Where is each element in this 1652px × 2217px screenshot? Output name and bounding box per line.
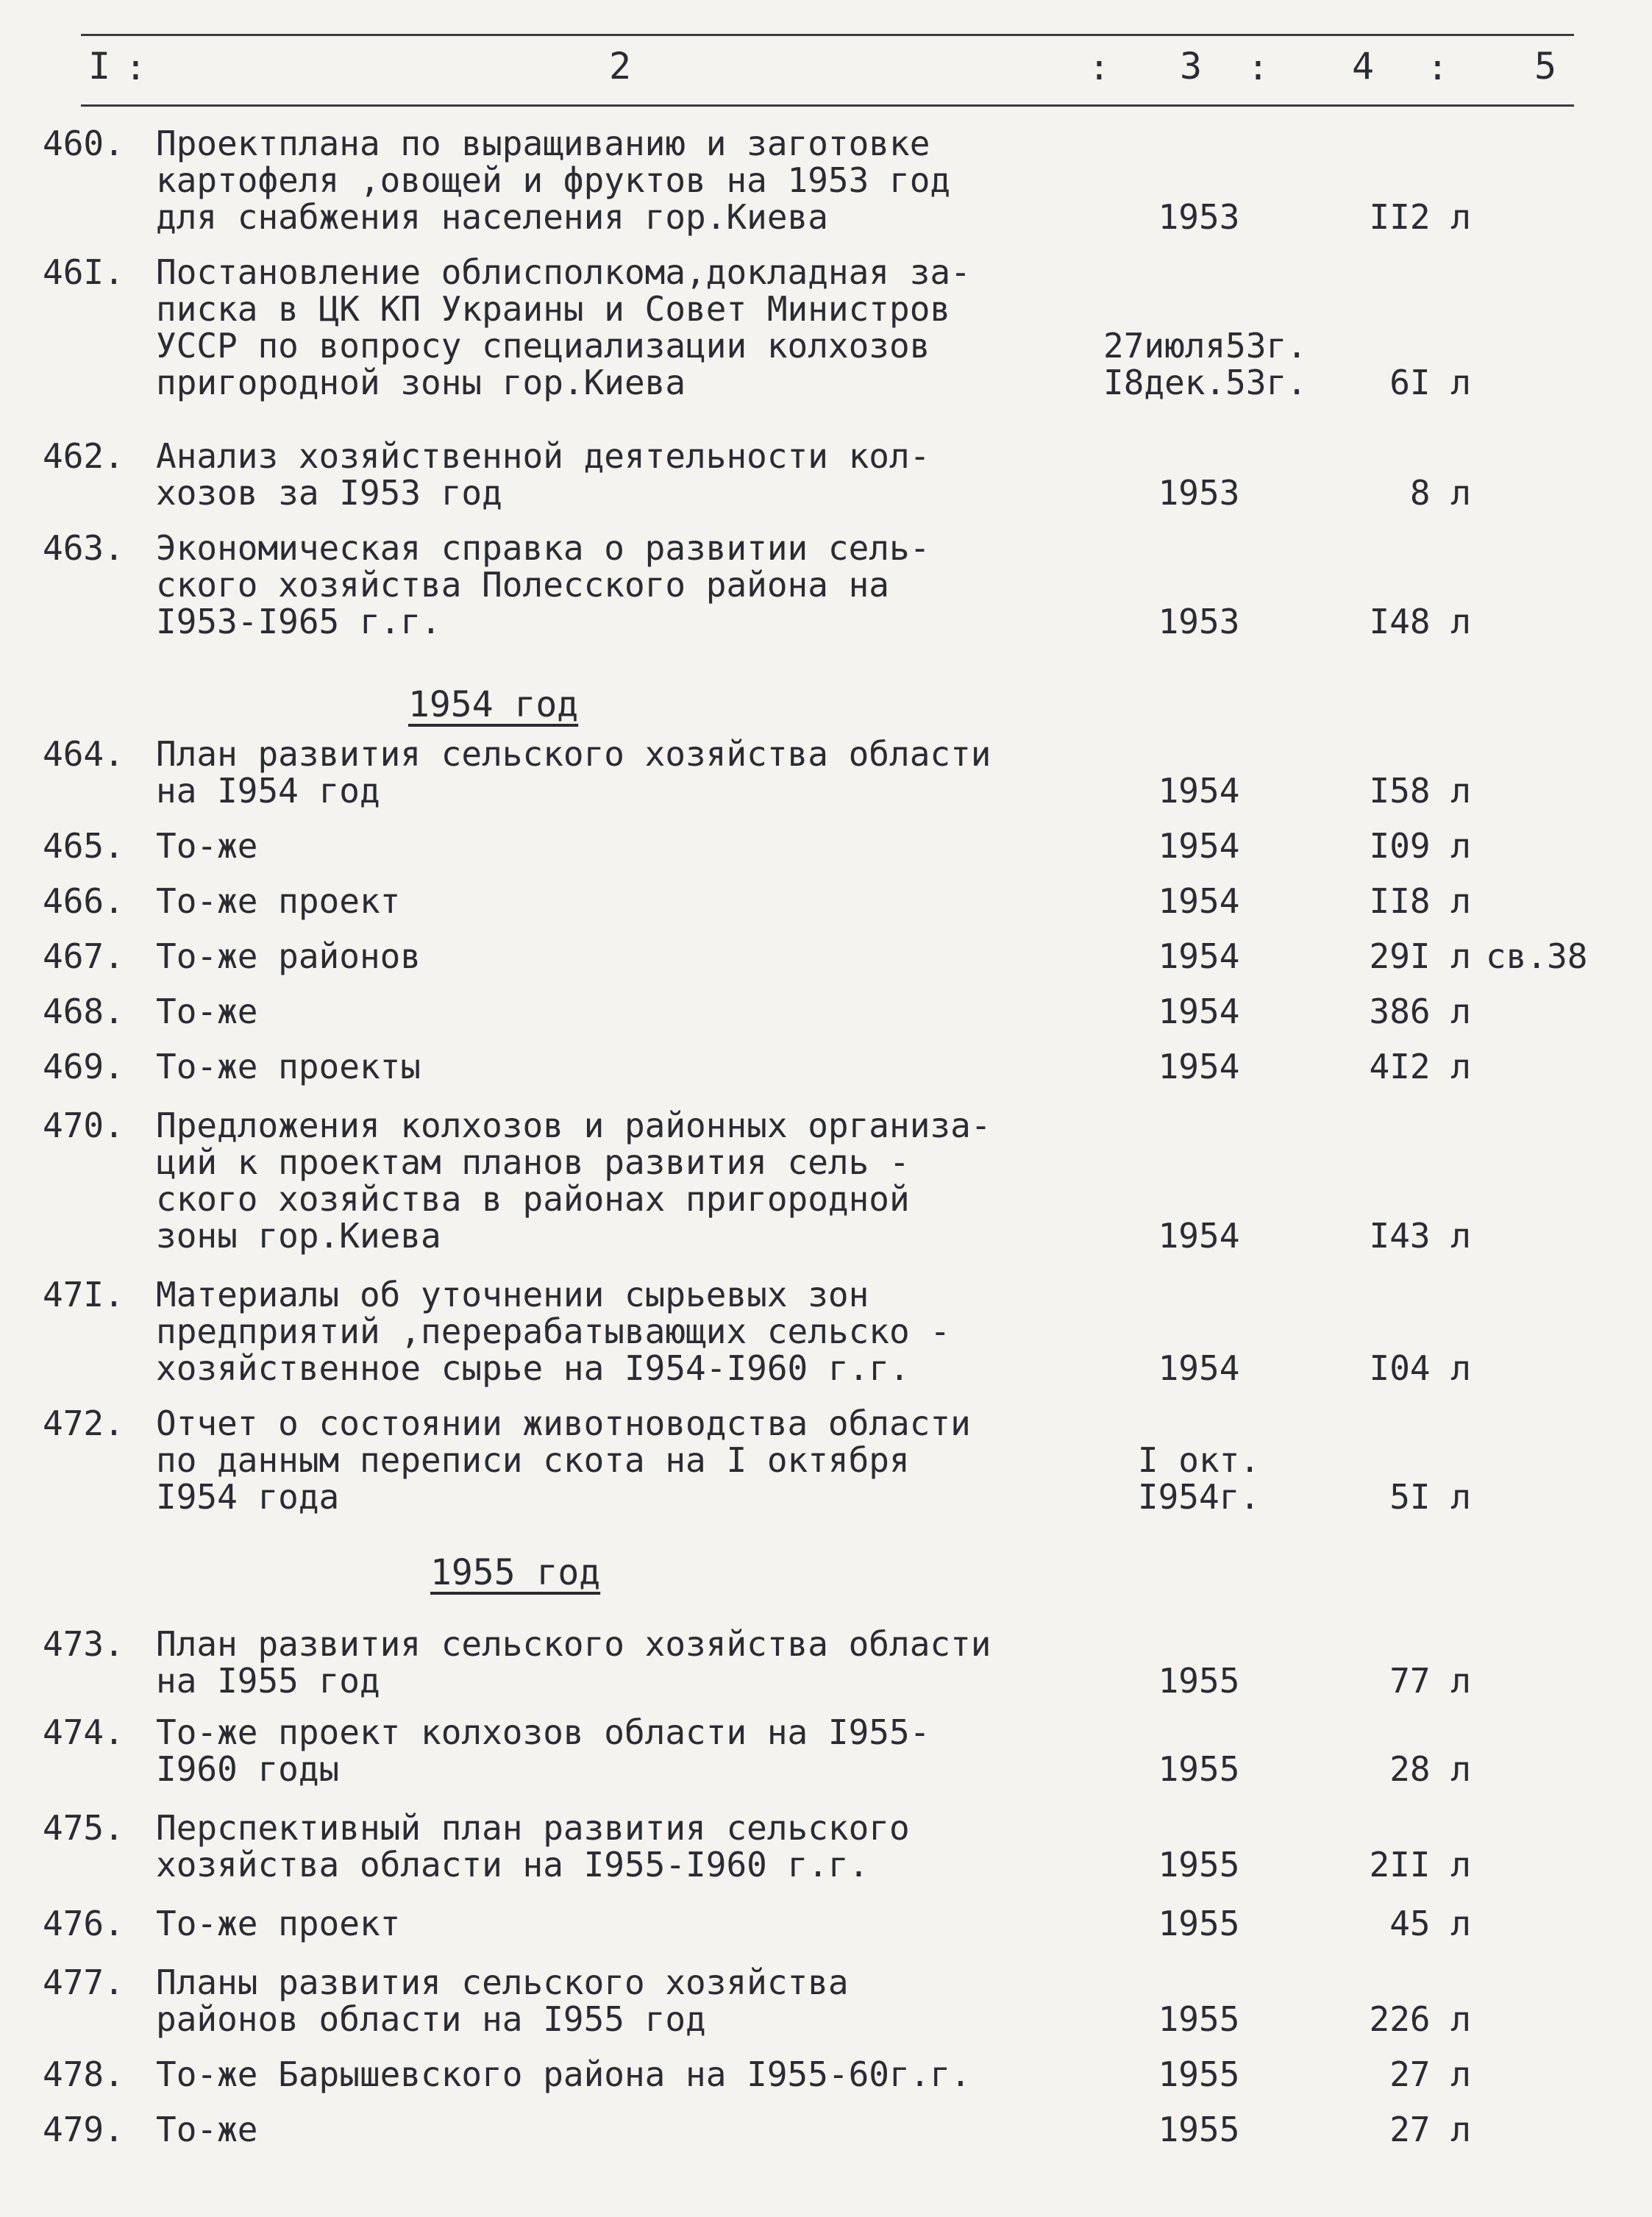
column-separator: : <box>125 47 146 88</box>
item-sheet-count: 5I л <box>1389 1477 1471 1517</box>
item-date: 1954 <box>1158 1047 1240 1086</box>
item-title: То-же Барышевского района на I955-60г.г. <box>156 2054 971 2094</box>
item-number: 472. <box>43 1403 124 1443</box>
item-sheet-count: 28 л <box>1389 1749 1471 1789</box>
item-sheet-count: 8 л <box>1409 473 1471 513</box>
item-sheet-count: 29I л <box>1369 936 1471 976</box>
item-date: 1954 <box>1158 1348 1240 1388</box>
item-title: Экономическая справка о развитии сель- ского хозяйства Полесского района на I953-I965 г.г. <box>156 528 930 641</box>
item-title: План развития сельского хозяйства области на I955 год <box>156 1624 991 1701</box>
item-sheet-count: 4I2 л <box>1369 1047 1471 1086</box>
item-sheet-count: 27 л <box>1389 2054 1471 2094</box>
item-title: То-же <box>156 826 258 866</box>
item-title: То-же <box>156 2110 258 2149</box>
item-date: 1955 <box>1158 2110 1240 2149</box>
item-number: 47I. <box>43 1275 124 1314</box>
item-date: 1955 <box>1158 1999 1240 2039</box>
item-number: 479. <box>43 2110 124 2149</box>
section-heading-1954: 1954 год <box>408 684 579 725</box>
item-number: 478. <box>43 2054 124 2094</box>
item-date: 1954 <box>1158 826 1240 866</box>
column-separator: : <box>1089 47 1110 88</box>
item-date: 1955 <box>1158 2054 1240 2094</box>
item-date: 1955 <box>1158 1749 1240 1789</box>
item-note: св.38 <box>1486 936 1588 976</box>
item-sheet-count: 27 л <box>1389 2110 1471 2149</box>
item-number: 474. <box>43 1712 124 1752</box>
item-title: План развития сельского хозяйства области на I954 год <box>156 734 991 811</box>
column-header-2: 2 <box>609 45 632 88</box>
item-number: 463. <box>43 528 124 568</box>
item-number: 470. <box>43 1106 124 1145</box>
item-title: Материалы об уточнении сырьевых зон предприятий ,перерабатывающих сельско - хозяйственное сырье на I954-I960 г.г. <box>156 1275 951 1388</box>
item-title: Планы развития сельского хозяйства районов области на I955 год <box>156 1962 849 2039</box>
column-header-1: I <box>88 45 111 88</box>
item-number: 467. <box>43 936 124 976</box>
item-title: Постановление облисполкома,докладная за- писка в ЦК КП Украины и Совет Министров УССР по вопросу специализации колхозов пригородной зоны гор.Киева <box>156 252 971 402</box>
item-title: То-же проект колхозов области на I955- I960 годы <box>156 1712 930 1789</box>
column-separator: : <box>1427 47 1448 88</box>
item-title: То-же проекты <box>156 1047 421 1086</box>
item-date: 1954 <box>1158 1216 1240 1256</box>
item-number: 464. <box>43 734 124 774</box>
item-title: То-же проект <box>156 1904 401 1943</box>
item-sheet-count: II2 л <box>1369 197 1471 237</box>
item-sheet-count: I48 л <box>1369 602 1471 641</box>
item-date: 27июля53г. I8дек.53г. <box>1103 326 1307 402</box>
item-number: 460. <box>43 124 124 163</box>
item-sheet-count: 6I л <box>1389 363 1471 402</box>
item-date: 1953 <box>1158 473 1240 513</box>
item-date: 1954 <box>1158 881 1240 921</box>
item-number: 466. <box>43 881 124 921</box>
item-number: 475. <box>43 1808 124 1848</box>
item-number: 462. <box>43 436 124 476</box>
column-separator: : <box>1247 47 1269 88</box>
item-sheet-count: 2II л <box>1369 1845 1471 1885</box>
item-number: 476. <box>43 1904 124 1943</box>
item-title: Перспективный план развития сельского хозяйства области на I955-I960 г.г. <box>156 1808 910 1885</box>
item-number: 465. <box>43 826 124 866</box>
item-date: 1954 <box>1158 771 1240 811</box>
item-date: 1955 <box>1158 1845 1240 1885</box>
item-date: 1955 <box>1158 1661 1240 1701</box>
header-bottom-rule <box>81 104 1574 107</box>
item-number: 477. <box>43 1962 124 2002</box>
column-header-4: 4 <box>1352 45 1375 88</box>
item-title: То-же проект <box>156 881 401 921</box>
item-sheet-count: 77 л <box>1389 1661 1471 1701</box>
item-number: 473. <box>43 1624 124 1664</box>
table-top-rule <box>81 34 1574 36</box>
item-title: То-же <box>156 992 258 1031</box>
item-title: То-же районов <box>156 936 421 976</box>
item-date: 1953 <box>1158 602 1240 641</box>
item-sheet-count: 386 л <box>1369 992 1471 1031</box>
item-sheet-count: II8 л <box>1369 881 1471 921</box>
item-title: Отчет о состоянии животноводства области по данным переписи скота на I октября I954 года <box>156 1403 971 1517</box>
item-date: 1954 <box>1158 992 1240 1031</box>
column-header-3: 3 <box>1180 45 1203 88</box>
item-title: Проектплана по выращиванию и заготовке картофеля ,овощей и фруктов на 1953 год для снабжения населения гор.Киева <box>156 124 951 237</box>
item-sheet-count: I58 л <box>1369 771 1471 811</box>
item-sheet-count: I04 л <box>1369 1348 1471 1388</box>
column-header-5: 5 <box>1534 45 1557 88</box>
item-number: 468. <box>43 992 124 1031</box>
item-number: 469. <box>43 1047 124 1086</box>
item-date: I окт. I954г. <box>1137 1440 1261 1517</box>
item-number: 46I. <box>43 252 124 292</box>
item-date: 1953 <box>1158 197 1240 237</box>
item-date: 1955 <box>1158 1904 1240 1943</box>
item-date: 1954 <box>1158 936 1240 976</box>
item-sheet-count: 45 л <box>1389 1904 1471 1943</box>
item-title: Предложения колхозов и районных организа- ций к проектам планов развития сель - ского хозяйства в районах пригородной зоны гор.Киева <box>156 1106 991 1256</box>
section-heading-1955: 1955 год <box>430 1552 601 1593</box>
item-title: Анализ хозяйственной деятельности кол- хозов за I953 год <box>156 436 930 513</box>
item-sheet-count: I09 л <box>1369 826 1471 866</box>
item-sheet-count: I43 л <box>1369 1216 1471 1256</box>
item-sheet-count: 226 л <box>1369 1999 1471 2039</box>
